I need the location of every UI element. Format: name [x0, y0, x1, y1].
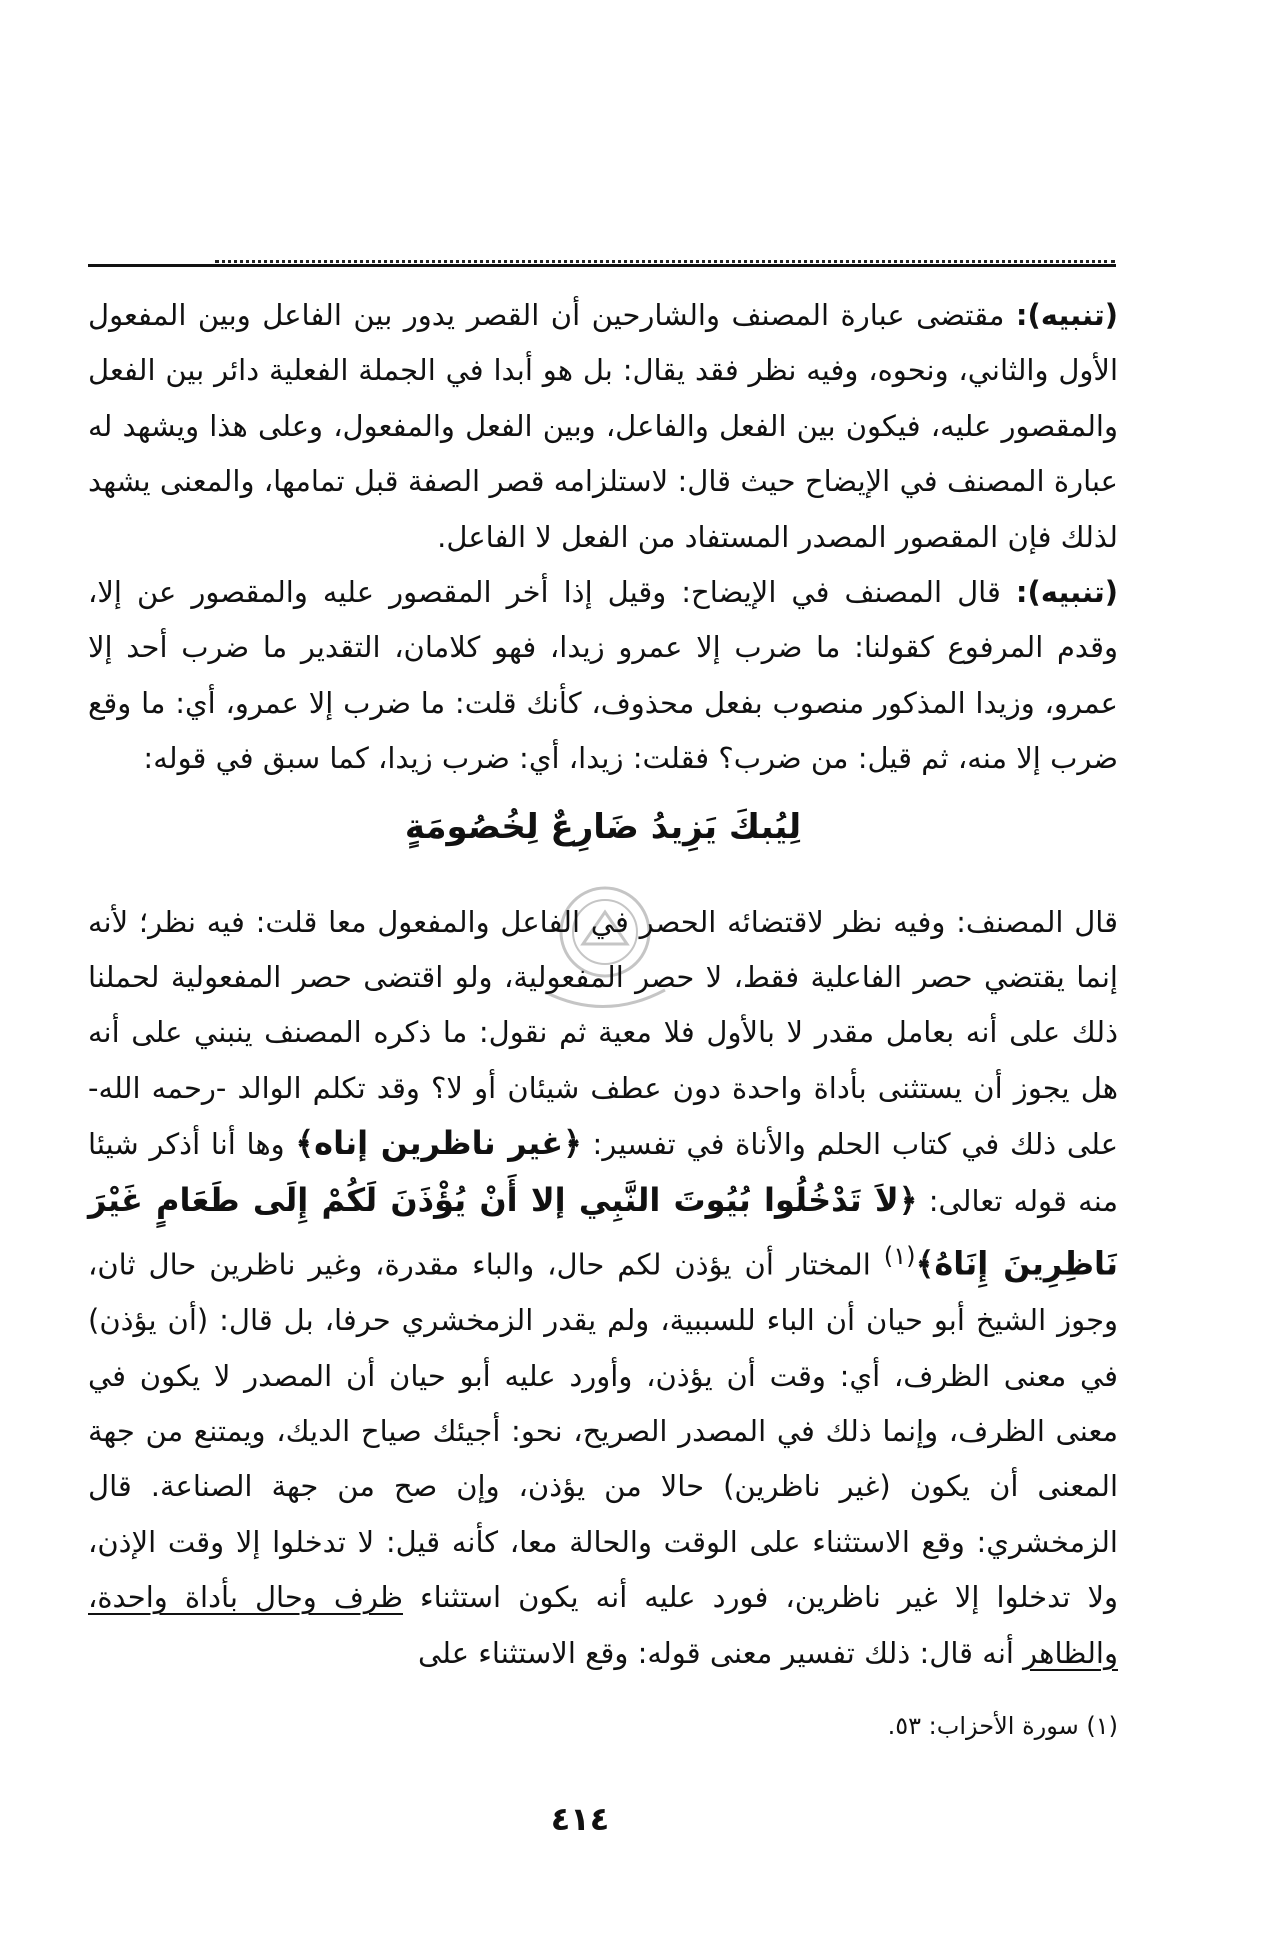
- paragraph-text: أنه قال: ذلك تفسير معنى قوله: وقع الاستثناء على: [417, 1635, 1024, 1670]
- spacer: [88, 875, 1118, 895]
- paragraph-text: المختار أن يؤذن لكم حال، والباء مقدرة، وغير ناظرين حال ثان، وجوز الشيخ أبو حيان أن الباء للسببية، ولم يقدر الزمخشري حرفا، بل قال: (أن يؤذن) في معنى الظرف، أي: وقت أن يؤذن، وأورد عليه أبو حيان أن المصدر لا يكون في معنى الظرف، وإنما ذلك في المصدر الصريح، نحو: أجيئك صياح الديك، ويمتنع من جهة المعنى أن يكون (غير ناظرين) حالا من يؤذن، وإن صح من جهة الصناعة. قال الزمخشري: وقع الاستثناء على الوقت والحالة معا، كأنه قيل: لا تدخلوا إلا وقت الإذن، ولا تدخلوا إلا غير ناظرين، فورد عليه أنه يكون استثناء: [88, 1247, 1118, 1615]
- poetry-verse: لِيُبكَ يَزِيدُ ضَارِعٌ لِخُصُومَةٍ: [404, 806, 802, 847]
- quran-quote: ﴿غير ناظرين إناه﴾: [295, 1124, 582, 1163]
- tanbih-paragraph-2: [88, 565, 1118, 787]
- tanbih-heading: (تنبيه):: [1015, 575, 1118, 610]
- header-rule: [88, 264, 1116, 267]
- paragraph-text: مقتضى عبارة المصنف والشارحين أن القصر يدور بين الفاعل وبين المفعول الأول والثاني، ونحوه، وفيه نظر فقد يقال: بل هو أبدا في الجملة الفعلية دائر بين الفعل والمقصور عليه، فيكون بين الفعل والفاعل، وبين الفعل والمفعول، وعلى هذا ويشهد له عبارة المصنف في الإيضاح حيث قال: لاستلزامه قصر الصفة قبل تمامها، والمعنى يشهد لذلك فإن المقصور المصدر المستفاد من الفعل لا الفاعل.: [88, 298, 1118, 554]
- paragraph-text: قال المصنف في الإيضاح: وقيل إذا أخر المقصور عليه والمقصور عن إلا، وقدم المرفوع كقولنا: ما ضرب إلا عمرو زيدا، فهو كلامان، التقدير ما ضرب أحد إلا عمرو، وزيدا المذكور منصوب بفعل محذوف، كأنك قلت: ما ضرب إلا عمرو، أي: ما وقع ضرب إلا منه، ثم قيل: من ضرب؟ فقلت: زيدا، أي: ضرب زيدا، كما سبق في قوله:: [88, 575, 1118, 776]
- page-number: ٤١٤: [550, 1800, 610, 1838]
- main-text: [88, 288, 1118, 1681]
- tanbih-paragraph-1: [88, 288, 1118, 565]
- dotted-separator: [215, 246, 1115, 263]
- quran-quote: ﴿لاَ تَدْخُلُوا بُيُوتَ النَّبِي إلا أَنْ يُؤْذَنَ لَكُمْ إِلَى طَعَامٍ غَيْرَ نَاظِرِينَ إِنَاهُ﴾: [88, 1180, 1118, 1283]
- footnote: (١) سورة الأحزاب: ٥٣.: [887, 1712, 1118, 1740]
- paragraph-text: قال المصنف: وفيه نظر لاقتضائه الحصر في الفاعل والمفعول معا قلت: فيه نظر؛ لأنه إنما يقتضي حصر الفاعلية فقط، لا حصر المفعولية، ولو اقتضى حصر المفعولية لحملنا ذلك على أنه بعامل مقدر لا بالأول فلا معية ثم نقول: ما ذكره المصنف ينبني على أنه هل يجوز أن يستثنى بأداة واحدة دون عطف شيئان أو لا؟ وقد تكلم الوالد -رحمه الله- على ذلك في كتاب الحلم والأناة في تفسير:: [88, 904, 1119, 1162]
- footnote-ref: (١): [883, 1242, 916, 1271]
- main-paragraph: [88, 895, 1118, 1681]
- underlined-text: ظرف وحال بأداة واحدة، والظاهر: [88, 1580, 1118, 1670]
- paragraph-text: وها أنا أذكر شيئا منه قوله تعالى:: [88, 1127, 1119, 1218]
- tanbih-heading: (تنبيه):: [1015, 298, 1118, 332]
